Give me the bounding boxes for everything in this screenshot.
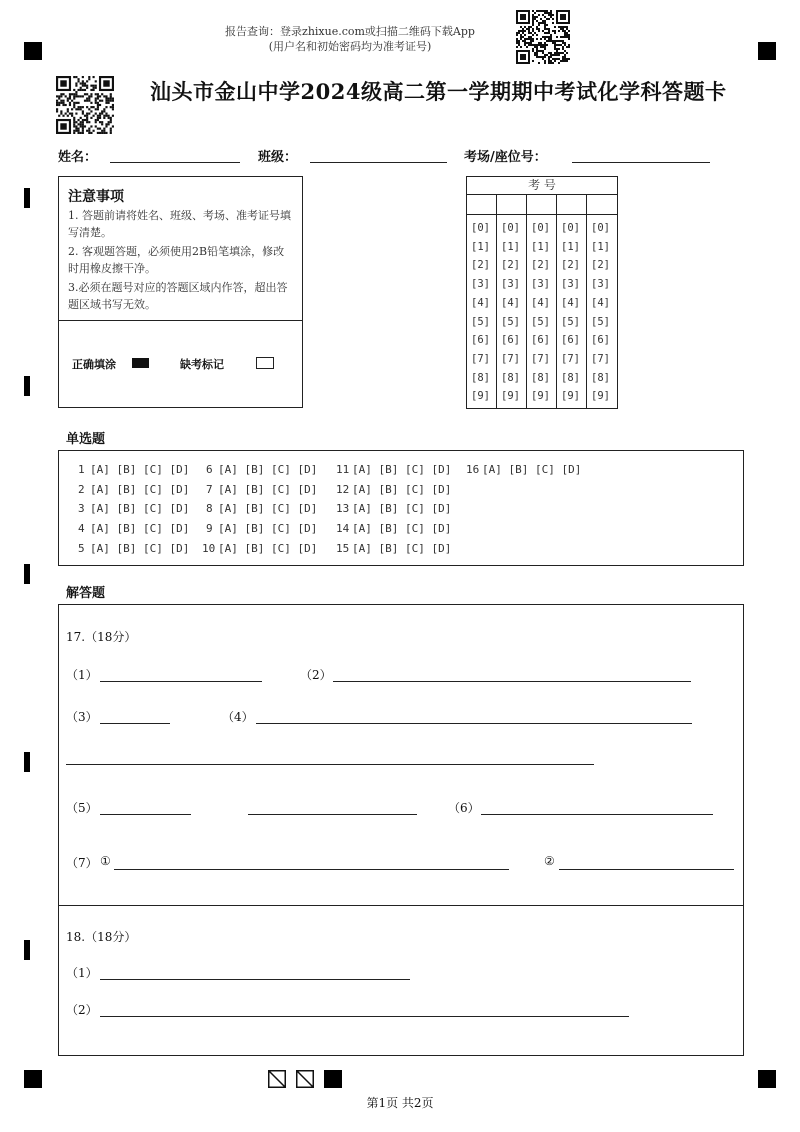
exam-digit-bubble[interactable]: [4] bbox=[531, 296, 550, 309]
mcq-number: 15 bbox=[336, 541, 350, 555]
q17-part-6-answer[interactable] bbox=[481, 814, 713, 815]
q17-part-1-answer[interactable] bbox=[100, 681, 262, 682]
correct-fill-label: 正确填涂 bbox=[72, 358, 116, 371]
exam-digit-bubble[interactable]: [9] bbox=[531, 390, 550, 403]
mcq-number: 12 bbox=[336, 482, 350, 496]
exam-digit-bubble[interactable]: [6] bbox=[501, 334, 520, 347]
hatched-square-icon bbox=[268, 1070, 286, 1088]
page-title: 汕头市金山中学2024级高二第一学期期中考试化学科答题卡 bbox=[150, 79, 727, 104]
exam-digit-bubble[interactable]: [1] bbox=[531, 240, 550, 253]
exam-digit-bubble[interactable]: [5] bbox=[501, 315, 520, 328]
notice-item-3: 3.必须在题号对应的答题区域内作答，超出答题区域书写无效。 bbox=[68, 281, 288, 311]
q17-part-2-label: （2） bbox=[300, 668, 332, 682]
mcq-choices[interactable]: [A] [B] [C] [D] bbox=[90, 463, 190, 476]
timing-mark bbox=[24, 376, 30, 396]
exam-digit-bubble[interactable]: [6] bbox=[591, 334, 610, 347]
mcq-number: 5 bbox=[78, 541, 85, 555]
notice-item-2: 2. 客观题答题，必须使用2B铅笔填涂，修改时用橡皮擦干净。 bbox=[68, 245, 285, 275]
mcq-choices[interactable]: [A] [B] [C] [D] bbox=[90, 482, 190, 496]
exam-digit-bubble[interactable]: [4] bbox=[561, 296, 580, 309]
mcq-choices[interactable]: [A] [B] [C] [D] bbox=[352, 522, 452, 536]
q18-part-1-answer[interactable] bbox=[100, 979, 410, 980]
exam-digit-bubble[interactable]: [9] bbox=[561, 390, 580, 403]
mcq-choices[interactable]: [A] [B] [C] [D] bbox=[90, 522, 190, 536]
name-field[interactable] bbox=[110, 162, 240, 163]
exam-digit-bubble[interactable]: [2] bbox=[471, 259, 490, 272]
mcq-choices[interactable]: [A] [B] [C] [D] bbox=[352, 463, 452, 476]
exam-digit-bubble[interactable]: [4] bbox=[501, 296, 520, 309]
exam-digit-bubble[interactable]: [9] bbox=[471, 390, 490, 403]
exam-digit-bubble[interactable]: [3] bbox=[561, 278, 580, 291]
exam-digit-bubble[interactable]: [7] bbox=[561, 352, 580, 365]
grid-line bbox=[586, 194, 587, 408]
q17-part-7-answer-2[interactable] bbox=[559, 869, 734, 870]
exam-digit-bubble[interactable]: [0] bbox=[471, 222, 490, 234]
q17-part-5-answer[interactable] bbox=[100, 814, 191, 815]
mcq-number: 4 bbox=[78, 522, 85, 536]
qr-code-icon bbox=[516, 10, 570, 64]
q18-part-2-answer[interactable] bbox=[100, 1016, 629, 1017]
mcq-number: 16 bbox=[466, 463, 480, 476]
exam-digit-bubble[interactable]: [7] bbox=[531, 352, 550, 365]
exam-digit-bubble[interactable]: [0] bbox=[591, 222, 610, 234]
exam-digit-bubble[interactable]: [1] bbox=[591, 240, 610, 253]
mcq-choices[interactable]: [A] [B] [C] [D] bbox=[482, 463, 582, 476]
q17-part-4-answer[interactable] bbox=[256, 723, 692, 724]
exam-digit-bubble[interactable]: [4] bbox=[591, 296, 610, 309]
timing-mark bbox=[24, 940, 30, 960]
room-seat-label: 考场/座位号： bbox=[464, 150, 547, 165]
mcq-choices[interactable]: [A] [B] [C] [D] bbox=[90, 541, 190, 555]
exam-digit-bubble[interactable]: [5] bbox=[531, 315, 550, 328]
q17-part-2-answer[interactable] bbox=[333, 681, 691, 682]
mcq-number: 7 bbox=[206, 482, 213, 496]
timing-mark bbox=[24, 752, 30, 772]
mcq-number: 3 bbox=[78, 502, 85, 516]
corner-mark-bottom-left bbox=[24, 1070, 42, 1088]
mcq-number: 8 bbox=[206, 502, 213, 516]
mcq-section-title: 单选题 bbox=[66, 432, 106, 447]
divider bbox=[59, 320, 302, 321]
class-field[interactable] bbox=[310, 162, 447, 163]
q17-part-6-label: （6） bbox=[448, 801, 480, 815]
name-label: 姓名： bbox=[58, 150, 98, 165]
exam-digit-bubble[interactable]: [7] bbox=[591, 352, 610, 365]
mcq-choices[interactable]: [A] [B] [C] [D] bbox=[90, 502, 190, 516]
grid-line bbox=[467, 194, 617, 195]
mcq-number: 11 bbox=[336, 463, 350, 476]
mcq-choices[interactable]: [A] [B] [C] [D] bbox=[218, 541, 318, 555]
notice-heading: 注意事项 bbox=[68, 189, 124, 205]
mcq-choices[interactable]: [A] [B] [C] [D] bbox=[218, 463, 318, 476]
q17-title: 17.（18分） bbox=[66, 630, 137, 644]
exam-digit-bubble[interactable]: [3] bbox=[471, 278, 490, 291]
grid-line bbox=[467, 214, 617, 215]
free-response-section-title: 解答题 bbox=[66, 586, 106, 601]
exam-digit-bubble[interactable]: [6] bbox=[471, 334, 490, 347]
exam-digit-bubble[interactable]: [0] bbox=[561, 222, 580, 234]
filled-square-mark bbox=[324, 1070, 342, 1088]
q17-part-4-label: （4） bbox=[222, 710, 254, 724]
q18-title: 18.（18分） bbox=[66, 930, 137, 944]
report-query-notice: 报告查询：登录zhixue.com或扫描二维码下载App bbox=[225, 25, 475, 38]
free-response-box bbox=[58, 604, 744, 1056]
exam-digit-bubble[interactable]: [0] bbox=[531, 222, 550, 234]
corner-mark-top-right bbox=[758, 42, 776, 60]
q17-part-7-label: （7） bbox=[66, 856, 98, 870]
mcq-number: 9 bbox=[206, 522, 213, 536]
exam-digit-bubble[interactable]: [7] bbox=[471, 352, 490, 365]
q17-part-1-label: （1） bbox=[66, 668, 98, 682]
exam-digit-bubble[interactable]: [0] bbox=[501, 222, 520, 234]
exam-digit-bubble[interactable]: [3] bbox=[591, 278, 610, 291]
room-seat-field[interactable] bbox=[572, 162, 710, 163]
exam-digit-bubble[interactable]: [8] bbox=[471, 371, 490, 384]
exam-number-header: 考 号 bbox=[528, 178, 556, 192]
timing-mark bbox=[24, 188, 30, 208]
mcq-choices[interactable]: [A] [B] [C] [D] bbox=[352, 482, 452, 496]
absent-mark-label: 缺考标记 bbox=[180, 358, 224, 371]
q17-part-3-answer[interactable] bbox=[100, 723, 170, 724]
mcq-number: 14 bbox=[336, 522, 350, 536]
hatched-square-icon bbox=[296, 1070, 314, 1088]
page-number: 第1页 共2页 bbox=[366, 1096, 434, 1110]
exam-digit-bubble[interactable]: [2] bbox=[501, 259, 520, 272]
exam-digit-bubble[interactable]: [6] bbox=[561, 334, 580, 347]
grid-line bbox=[556, 194, 557, 408]
absent-checkbox[interactable] bbox=[256, 357, 274, 369]
exam-digit-bubble[interactable]: [8] bbox=[591, 371, 610, 384]
timing-mark bbox=[24, 564, 30, 584]
mcq-choices[interactable]: [A] [B] [C] [D] bbox=[218, 482, 318, 496]
exam-digit-bubble[interactable]: [5] bbox=[561, 315, 580, 328]
class-label: 班级： bbox=[258, 150, 298, 165]
qr-code-icon bbox=[56, 76, 114, 134]
exam-digit-bubble[interactable]: [8] bbox=[531, 371, 550, 384]
exam-digit-bubble[interactable]: [3] bbox=[501, 278, 520, 291]
mcq-choices[interactable]: [A] [B] [C] [D] bbox=[352, 541, 452, 555]
q17-part-5-answer-2[interactable] bbox=[248, 814, 417, 815]
mcq-number: 2 bbox=[78, 482, 85, 496]
question-divider bbox=[59, 905, 743, 906]
exam-digit-bubble[interactable]: [2] bbox=[561, 259, 580, 272]
exam-digit-bubble[interactable]: [1] bbox=[501, 240, 520, 253]
corner-mark-bottom-right bbox=[758, 1070, 776, 1088]
filled-sample-icon bbox=[132, 358, 149, 368]
mcq-number: 13 bbox=[336, 502, 350, 516]
q17-part-7-answer-1[interactable] bbox=[114, 869, 509, 870]
exam-digit-bubble[interactable]: [3] bbox=[531, 278, 550, 291]
exam-digit-bubble[interactable]: [1] bbox=[561, 240, 580, 253]
mcq-number: 1 bbox=[78, 463, 85, 476]
exam-digit-bubble[interactable]: [2] bbox=[531, 259, 550, 272]
exam-digit-bubble[interactable]: [8] bbox=[561, 371, 580, 384]
grid-line bbox=[496, 194, 497, 408]
q17-part-7-circle-1: ① bbox=[100, 854, 111, 868]
mcq-choices[interactable]: [A] [B] [C] [D] bbox=[218, 522, 318, 536]
exam-digit-bubble[interactable]: [5] bbox=[591, 315, 610, 328]
mcq-number: 10 bbox=[202, 541, 216, 555]
password-notice: (用户名和初始密码均为准考证号) bbox=[268, 40, 432, 53]
exam-digit-bubble[interactable]: [6] bbox=[531, 334, 550, 347]
mcq-number: 6 bbox=[206, 463, 213, 476]
exam-digit-bubble[interactable]: [9] bbox=[591, 390, 610, 403]
exam-digit-bubble[interactable]: [8] bbox=[501, 371, 520, 384]
exam-digit-bubble[interactable]: [9] bbox=[501, 390, 520, 403]
mcq-choices[interactable]: [A] [B] [C] [D] bbox=[218, 502, 318, 516]
q17-part-5-label: （5） bbox=[66, 801, 98, 815]
grid-line bbox=[526, 194, 527, 408]
mcq-choices[interactable]: [A] [B] [C] [D] bbox=[352, 502, 452, 516]
exam-digit-bubble[interactable]: [1] bbox=[471, 240, 490, 253]
q17-part-7-circle-2: ② bbox=[544, 854, 555, 868]
exam-digit-bubble[interactable]: [5] bbox=[471, 315, 490, 328]
exam-digit-bubble[interactable]: [2] bbox=[591, 259, 610, 272]
exam-digit-bubble[interactable]: [4] bbox=[471, 296, 490, 309]
q17-part-4-answer-continued[interactable] bbox=[66, 764, 594, 765]
q18-part-2-label: （2） bbox=[66, 1003, 98, 1017]
notice-item-1: 1. 答题前请将姓名、班级、考场、准考证号填写清楚。 bbox=[68, 209, 291, 239]
exam-digit-bubble[interactable]: [7] bbox=[501, 352, 520, 365]
q18-part-1-label: （1） bbox=[66, 966, 98, 980]
q17-part-3-label: （3） bbox=[66, 710, 98, 724]
